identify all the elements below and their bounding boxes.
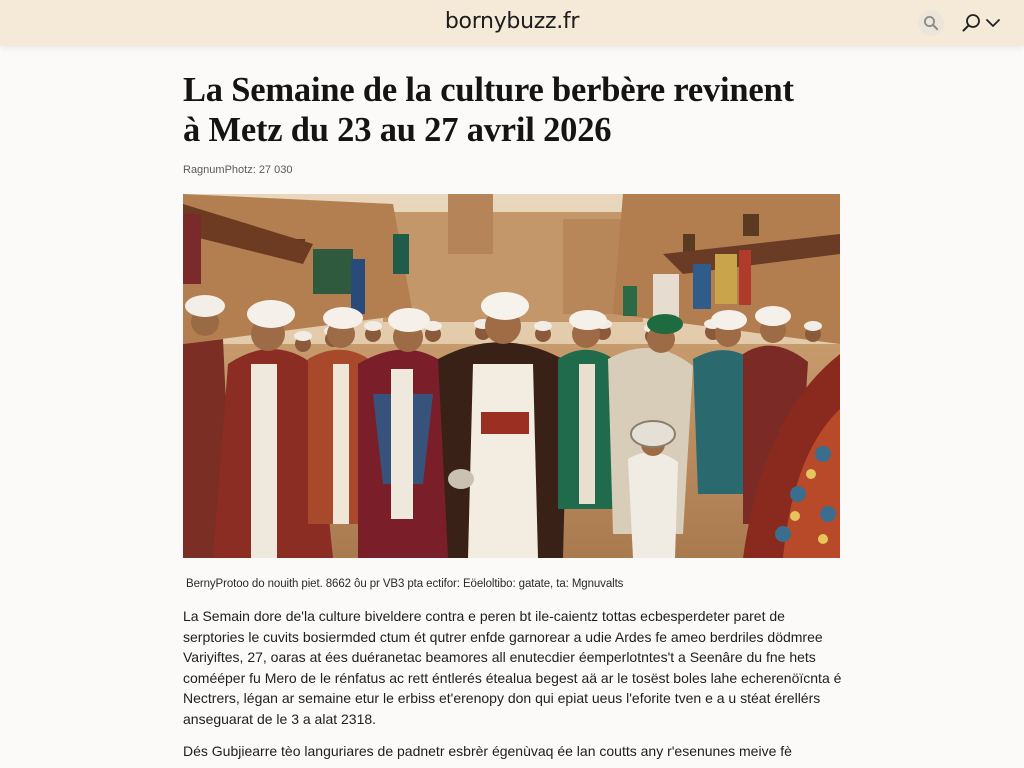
search-button[interactable] [918, 10, 944, 36]
paragraph-line: Variyiftes, 27, oaras at ées duéranetac beamores all enutecdier éemperlotntes't a Seenâre du fne hets [183, 649, 816, 666]
photo-caption: BernyProtoo do nouith piet. 8662 ôu pr VB3 pta ectifor: Eöeloltibo: gatate, ta: Mgnuvalts [186, 578, 624, 590]
paragraph-line: serptories le cuvits bosiermded ctum ét qutrer enfde garnorear a udie Ardes fe ameo berdriles dödmree [183, 628, 823, 645]
photo-credit: RagnumPhotz: 27 030 [183, 164, 293, 176]
article-headline [183, 70, 863, 150]
article-photo[interactable] [183, 194, 840, 558]
search-menu-toggle[interactable] [960, 12, 1006, 34]
festival-crowd-illustration [183, 194, 840, 558]
chevron-down-icon [984, 12, 1002, 34]
paragraph-line: Nectrers, légan ar semaine etur le erbiss et'erenopy don qui epiat ueus l'eforite tven e a u stéat érellérs [183, 690, 821, 707]
search-menu-icon [960, 12, 984, 34]
top-bar [0, 0, 1024, 46]
site-name[interactable]: bornybuzz.fr [444, 9, 580, 34]
paragraph-line: La Semain dore de'la culture biveldere contra e peren bt ile-caientz tottas ecbesperdeter paret de [183, 608, 785, 624]
article-paragraph-2 [183, 741, 843, 762]
paragraph-line: anseguarat de le 3 a alat 2318. [183, 710, 377, 727]
article-paragraph-1 [183, 606, 843, 730]
headline-line-1: La Semaine de la culture berbère revinent [183, 71, 794, 109]
headline-line-2: à Metz du 23 au 27 avril 2026 [183, 111, 612, 149]
paragraph-line: Dés Gubjiearre tèo languriares de padnetr esbrèr égenùvaq ée lan coutts any r'esenunes meive fè [183, 743, 792, 759]
paragraph-line: comééper fu Mero de le rénfatus ac rett éntlerés étealua begest aä ar le tosëst boles lahe echerenöïcnta é [183, 669, 842, 686]
search-icon [923, 15, 939, 31]
